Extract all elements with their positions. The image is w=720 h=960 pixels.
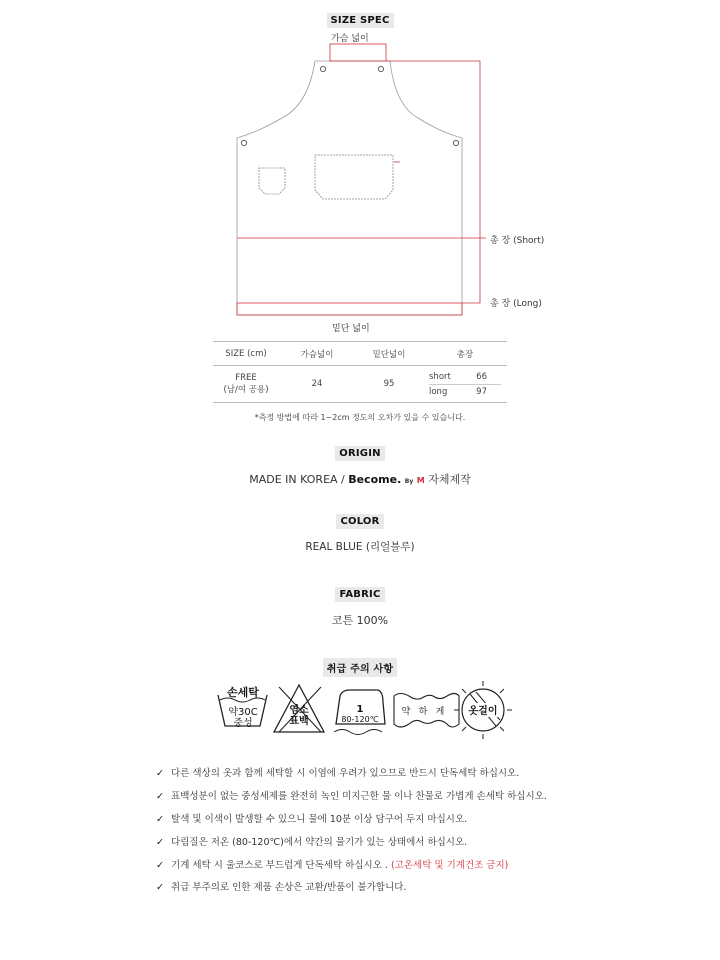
fabric-value: 코튼 100%	[331, 614, 389, 627]
iron-level: 1	[356, 704, 364, 715]
bleach-line2: 표백	[289, 716, 309, 727]
chest-value: 24	[311, 379, 323, 389]
size-table	[213, 341, 507, 403]
check-icon: ✓	[156, 882, 164, 893]
total-length-long-measure	[386, 61, 480, 303]
check-icon: ✓	[156, 768, 164, 779]
care-icons	[0, 680, 720, 740]
hand-wash-icon	[218, 685, 267, 729]
brand-name: Become.	[348, 473, 402, 486]
hand-wash-neutral: 중성	[233, 718, 253, 729]
hang-dry-icon	[454, 681, 512, 739]
grommet-side-right	[453, 140, 458, 145]
bleach-line1: 염소	[289, 705, 309, 716]
brand-by: By	[404, 478, 414, 485]
brand-mark: M	[416, 476, 425, 485]
hand-wash-top: 손세탁	[227, 686, 259, 699]
chest-header: 가슴넓이	[300, 349, 334, 360]
large-pocket	[315, 155, 393, 199]
length-header: 총장	[456, 349, 474, 360]
size-sub: (남/여 공용)	[223, 385, 269, 395]
origin-prefix: MADE IN KOREA /	[249, 473, 345, 486]
hang-dry-label: 옷걸이	[468, 706, 498, 717]
check-icon: ✓	[156, 791, 164, 802]
hem-width-measure	[237, 303, 462, 315]
dry-clean-2: 하	[418, 707, 428, 717]
check-icon: ✓	[156, 814, 164, 825]
grommet-top-left	[320, 66, 325, 71]
measure-note: *측정 방법에 따라 1~2cm 정도의 오차가 있을 수 있습니다.	[254, 413, 466, 422]
origin-suffix: 자체제작	[428, 473, 471, 486]
care-note-5: ✓ 기계 세탁 시 울코스로 부드럽게 단독세탁 하십시오 . (고온세탁 및 기계건조 금지)	[156, 860, 509, 871]
grommet-side-left	[241, 140, 246, 145]
apron-diagram	[0, 0, 720, 340]
gentle-clean-icon	[394, 694, 459, 728]
check-icon: ✓	[156, 837, 164, 848]
size-header: SIZE (cm)	[225, 348, 267, 359]
chest-width-measure	[330, 44, 386, 61]
color-header: COLOR	[0, 509, 720, 529]
care-header: 취급 주의 사항	[0, 657, 720, 677]
care-note-1: ✓ 다른 색상의 옷과 함께 세탁할 시 이염에 우려가 있으므로 반드시 단독세탁 하십시오.	[156, 768, 520, 779]
iron-icon	[334, 690, 385, 735]
long-label: long	[429, 386, 448, 397]
fabric-header: FABRIC	[0, 582, 720, 602]
care-note-2: ✓ 표백성분이 없는 중성세제를 완전히 녹인 미지근한 물 이나 찬물로 가볍게 손세탁 하십시오.	[156, 791, 547, 802]
short-value: 66	[476, 371, 487, 382]
apron-outline	[237, 61, 462, 315]
size-name: FREE	[235, 373, 257, 383]
dry-clean-3: 게	[435, 707, 445, 717]
grommet-top-right	[378, 66, 383, 71]
no-bleach-icon	[274, 685, 324, 732]
small-pocket	[259, 168, 285, 194]
hem-width-label: 밑단 넓이	[332, 324, 370, 334]
care-note-6: ✓ 취급 부주의로 인한 제품 손상은 교환/반품이 불가합니다.	[156, 882, 407, 893]
hand-wash-temp: 약30C	[228, 707, 258, 718]
size-name-cell	[213, 366, 279, 403]
care-note-4: ✓ 다림질은 저온 (80-120℃)에서 약간의 물기가 있는 상태에서 하십시오.	[156, 837, 468, 848]
length-cell	[423, 366, 507, 403]
total-length-short-label: 총 장 (Short)	[490, 236, 545, 246]
total-length-long-label: 총 장 (Long)	[490, 299, 542, 309]
iron-temp: 80-120℃	[341, 715, 379, 724]
size-spec-header: SIZE SPEC	[0, 8, 720, 28]
hem-header: 밑단넓이	[372, 349, 406, 360]
origin-line	[0, 471, 720, 487]
care-warning: (고온세탁 및 기계건조 금지)	[390, 860, 509, 871]
color-value: REAL BLUE (리얼블루)	[305, 541, 415, 553]
short-label: short	[429, 371, 451, 382]
care-note-3: ✓ 탈색 및 이색이 발생할 수 있으니 물에 10분 이상 담구어 두지 마십시오.	[156, 814, 468, 825]
hem-value: 95	[383, 379, 395, 389]
chest-width-label: 가슴 넓이	[331, 34, 369, 44]
origin-header: ORIGIN	[0, 441, 720, 461]
check-icon: ✓	[156, 860, 164, 871]
long-value: 97	[476, 386, 487, 397]
dry-clean-1: 약	[401, 707, 411, 717]
